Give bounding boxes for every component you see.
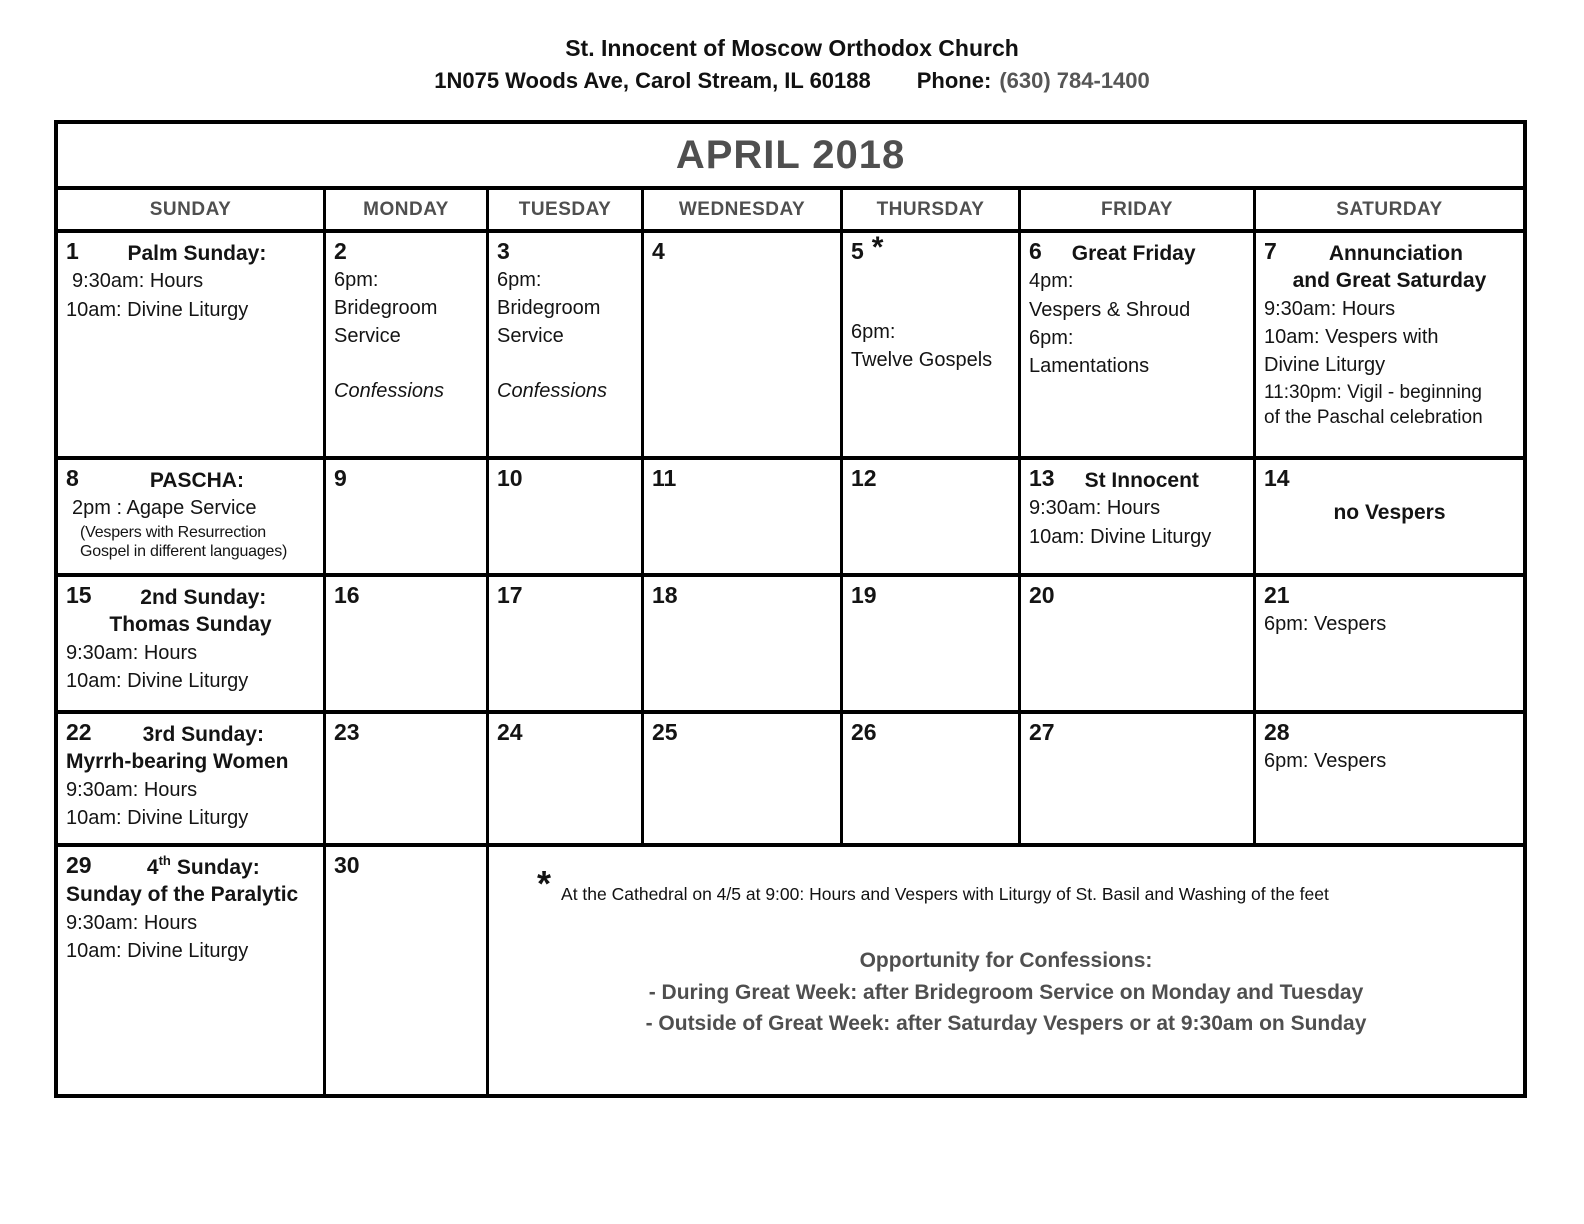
cell-head [1029,465,1245,494]
cell-head [334,582,478,610]
calendar-title: APRIL 2018 [58,124,1523,190]
day-cell-28 [1256,714,1523,847]
cell-head [652,238,832,266]
event-line: Divine Liturgy [1264,354,1386,377]
event-line: Bridegroom [334,296,438,319]
day-header-wednesday: WEDNESDAY [644,190,843,233]
day-cell-21 [1256,577,1523,714]
event-note-line: Gospel in different languages) [80,542,288,560]
phone [917,68,1150,94]
calendar-grid [58,190,1523,1094]
cell-head [851,465,1010,493]
event-line: 6pm: [497,268,542,291]
day-number: 15 [66,582,92,608]
day-number: 7 [1264,238,1277,264]
day-cell-29 [58,847,326,1094]
event-line: 6pm: [334,268,379,291]
event-line: of the Paschal celebration [1264,407,1483,429]
day-number: 16 [334,582,360,608]
feast-title [92,852,315,881]
day-cell-6 [1021,233,1256,460]
day-header-tuesday: TUESDAY [489,190,644,233]
day-number: 14 [1264,465,1290,491]
day-cell-8 [58,460,326,577]
day-header-friday: FRIDAY [1021,190,1256,233]
day-number: 8 [66,465,79,491]
day-cell-5 [843,233,1021,460]
calendar-table [54,120,1527,1098]
footnote-line [537,863,1515,905]
day-cell-11 [644,460,843,577]
event-line: 2pm : Agape Service [72,497,257,520]
event-line: 9:30am: Hours [1264,297,1396,320]
day-cell-14 [1256,460,1523,577]
day-cell-9 [326,460,489,577]
day-cell-1 [58,233,326,460]
day-cell-17 [489,577,644,714]
day-number: 1 [66,238,79,264]
day-number: 6 [1029,238,1042,264]
feast-title: PASCHA: [149,469,244,492]
cell-head [66,238,315,267]
day-cell-15 [58,577,326,714]
event-line: 9:30am: Hours [1029,497,1161,520]
day-cell-7 [1256,233,1523,460]
day-cell-25 [644,714,843,847]
day-header-monday: MONDAY [326,190,489,233]
cell-head [652,719,832,747]
event-line: Service [334,325,401,348]
event-line: 9:30am: Hours [66,911,198,934]
day-cell-16 [326,577,489,714]
confessions-line: - Outside of Great Week: after Saturday Vespers or at 9:30am on Sunday [645,1012,1367,1035]
event-line: 9:30am: Hours [66,641,198,664]
cell-head [1264,238,1515,267]
cell-head [66,852,315,881]
phone-label: Phone: [916,67,992,93]
asterisk-mark: * [537,863,552,904]
cell-head [497,465,633,493]
day-cell-2 [326,233,489,460]
feast-title: Annunciation [1328,242,1463,265]
feast-title-2: Thomas Sunday [109,613,272,637]
event-line: 10am: Divine Liturgy [1029,525,1212,548]
day-number: 29 [66,852,92,878]
day-number: 24 [497,719,523,745]
day-number: 4 [652,238,665,264]
day-number: 27 [1029,719,1055,745]
cell-head [334,238,478,266]
cell-head [334,852,478,880]
day-number: 3 [497,238,510,264]
cell-head [1264,465,1515,493]
event-line: 10am: Vespers with [1264,325,1439,348]
day-cell-19 [843,577,1021,714]
day-header-saturday: SATURDAY [1256,190,1523,233]
day-number: 28 [1264,719,1290,745]
cell-head [851,582,1010,610]
event-line: Vespers & Shroud [1029,298,1191,321]
cell-head [1029,719,1245,747]
feast-title-num: 4 [146,856,159,879]
event-line: 11:30pm: Vigil - beginning [1264,381,1482,403]
ordinal-superscript: th [158,853,171,868]
address-line [0,68,1584,94]
cell-head [66,582,315,611]
event-line: 9:30am: Hours [66,778,198,801]
day-cell-13 [1021,460,1256,577]
cell-head [497,238,633,266]
address: 1N075 Woods Ave, Carol Stream, IL 60188 [434,67,871,93]
day-number: 10 [497,465,523,491]
event-line: 6pm: [851,320,896,343]
event-line: 4pm: [1029,270,1074,293]
day-number: 2 [334,238,347,264]
day-cell-22 [58,714,326,847]
confessions-line: Confessions [497,379,608,402]
page-header [0,34,1584,94]
confessions-note [497,945,1515,1040]
day-cell-18 [644,577,843,714]
day-header-thursday: THURSDAY [843,190,1021,233]
event-line: 10am: Divine Liturgy [66,939,249,962]
day-cell-30 [326,847,489,1094]
day-cell-4 [644,233,843,460]
cell-head [652,582,832,610]
day-number: 30 [334,852,360,878]
cell-head [334,465,478,493]
day-number: 18 [652,582,678,608]
cell-head [66,465,315,494]
day-number: 5 [851,238,864,264]
feast-title-2: Myrrh-bearing Women [66,750,289,774]
cell-head [851,233,1010,266]
event-line: Bridegroom [497,296,601,319]
event-line: 6pm: [1029,327,1074,350]
cell-head [851,719,1010,747]
day-number: 22 [66,719,92,745]
event-line: no Vespers [1333,500,1446,524]
phone-number: (630) 784-1400 [999,67,1150,93]
cell-head [334,719,478,747]
event-line: 9:30am: Hours [72,270,204,293]
feast-title: Palm Sunday: [127,242,267,265]
day-number: 13 [1029,465,1055,491]
event-line: Lamentations [1029,355,1150,378]
feast-title: 3rd Sunday: [142,723,264,746]
day-cell-26 [843,714,1021,847]
cell-head [497,582,633,610]
day-number: 17 [497,582,523,608]
feast-title: St Innocent [1084,469,1199,492]
event-line: 6pm: Vespers [1264,612,1387,635]
day-cell-20 [1021,577,1256,714]
day-number: 19 [851,582,877,608]
footnote-cell [489,847,1523,1094]
cell-head [1029,582,1245,610]
day-cell-10 [489,460,644,577]
event-note-line: (Vespers with Resurrection [80,523,266,541]
day-cell-23 [326,714,489,847]
day-number: 20 [1029,582,1055,608]
day-number: 23 [334,719,360,745]
confessions-line: - During Great Week: after Bridegroom Service on Monday and Tuesday [648,980,1364,1004]
footnote-text: At the Cathedral on 4/5 at 9:00: Hours and Vespers with Liturgy of St. Basil and Washing of the feet [561,884,1329,904]
confessions-line: Confessions [334,379,445,402]
church-name: St. Innocent of Moscow Orthodox Church [565,35,1019,61]
event-line: Twelve Gospels [851,348,993,371]
event-line: Service [497,325,564,348]
event-line: 10am: Divine Liturgy [66,806,249,829]
day-number: 11 [652,465,677,491]
event-line: 6pm: Vespers [1264,749,1387,772]
cell-head [1264,582,1515,610]
day-cell-27 [1021,714,1256,847]
day-cell-3 [489,233,644,460]
day-number: 26 [851,719,877,745]
feast-title-rest: Sunday: [176,856,260,879]
day-header-sunday: SUNDAY [58,190,326,233]
day-number: 12 [851,465,877,491]
feast-title: 2nd Sunday: [140,586,267,609]
event-line: 10am: Divine Liturgy [66,298,249,321]
cell-head [497,719,633,747]
cell-head [1264,719,1515,747]
day-cell-24 [489,714,644,847]
day-number: 25 [652,719,678,745]
day-cell-12 [843,460,1021,577]
day-number: 9 [334,465,347,491]
event-line: 10am: Divine Liturgy [66,669,249,692]
feast-title: Great Friday [1071,242,1196,265]
confessions-heading: Opportunity for Confessions: [859,949,1153,972]
feast-title-2: Sunday of the Paralytic [66,883,299,907]
feast-title-2: and Great Saturday [1292,269,1487,293]
asterisk-mark: * [871,233,884,264]
day-number: 21 [1264,582,1290,608]
cell-head [66,719,315,748]
cell-head [1029,238,1245,267]
cell-head [652,465,832,493]
